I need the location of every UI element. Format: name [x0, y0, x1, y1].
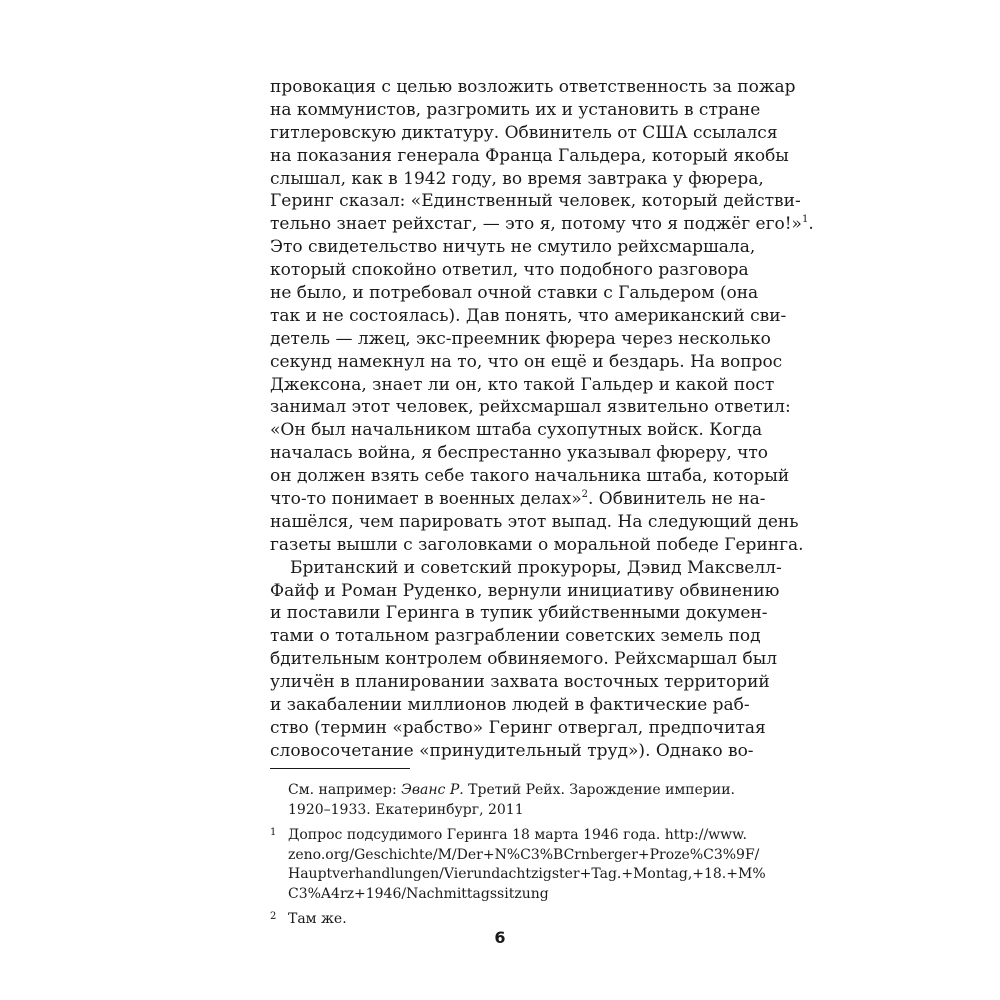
text-line: он должен взять себе такого начальника штаба, который — [270, 466, 790, 487]
text-line: бдительным контролем обвиняемого. Рейхсмаршал был — [270, 649, 778, 670]
footnote-author: Эванс Р. — [401, 782, 464, 798]
text-line: гитлеровскую диктатуру. Обвинитель от США ссылался — [270, 122, 778, 143]
text-line: слышал, как в 1942 году, во время завтрака у фюрера, — [270, 168, 764, 189]
text-line: и закабалении миллионов людей в фактические раб- — [270, 695, 750, 716]
text-line: занимал этот человек, рейхсмаршал язвительно ответил: — [270, 397, 791, 418]
text-line: нашёлся, чем парировать этот выпад. На следующий день — [270, 511, 799, 532]
text-fragment: что-то понимает в военных делах» — [270, 489, 582, 510]
footnote-intro — [270, 781, 740, 820]
text-line: не было, и потребовал очной ставки с Гальдером (она — [270, 283, 759, 304]
text-line: провокация с целью возложить ответственность за пожар — [270, 77, 796, 97]
text-line: тельно знает рейхстаг, — это я, потому что я поджёг его!»$^1$. — [270, 214, 814, 235]
text-line — [270, 488, 766, 511]
text-line: началась война, я беспрестанно указывал фюреру, что — [270, 443, 769, 464]
footnote-title: Третий Рейх. Зарождение империи. — [463, 782, 735, 798]
footnote-line: Там же. — [288, 911, 347, 927]
text-line: который спокойно ответил, что подобного разговора — [270, 260, 749, 281]
text-line: секунд намекнул на то, что он ещё и бездарь. На вопрос — [270, 351, 783, 372]
text-line: детель — лжец, экс-преемник фюрера через несколько — [270, 328, 771, 349]
footnotes — [270, 781, 766, 936]
text-line: газеты вышли с заголовками о моральной победе Геринга. — [270, 534, 804, 555]
footnote-marker: 2 — [270, 911, 277, 922]
footnote-2 — [270, 910, 740, 930]
footnote-1 — [270, 826, 766, 904]
text-line: Это свидетельство ничуть не смутило рейхсмаршала, — [270, 237, 756, 258]
text-line: Геринг сказал: «Единственный человек, который действи- — [270, 191, 801, 212]
text-line: Британский и советский прокуроры, Дэвид Максвелл- — [290, 557, 782, 578]
footnote-line: C3%A4rz+1946/Nachmittagssitzung — [288, 885, 549, 902]
footnote-line: zeno.org/Geschichte/M/Der+N%C3%BCrnberger+Proze%C3%9F/ — [288, 846, 760, 863]
footnote-divider — [270, 768, 410, 769]
text-line: на показания генерала Франца Гальдера, который якобы — [270, 145, 789, 166]
text-line: на коммунистов, разгромить их и установить в стране — [270, 99, 761, 120]
text-line: так и не состоялась). Дав понять, что американский сви- — [270, 305, 787, 326]
footnote-line: 1920–1933. Екатеринбург, 2011 — [288, 801, 524, 818]
text-line: «Он был начальником штаба сухопутных войск. Когда — [270, 420, 763, 441]
text-line: словосочетание «принудительный труд»). Однако во- — [270, 740, 754, 761]
text-line: ство (термин «рабство» Геринг отвергал, предпочитая — [270, 717, 766, 738]
text-line: уличён в планировании захвата восточных территорий — [270, 672, 770, 693]
footnote-line — [288, 781, 740, 801]
text-line: Файф и Роман Руденко, вернули инициативу обвинению — [270, 580, 780, 601]
text-fragment: . Обвинитель не на- — [587, 489, 766, 510]
text-line: тами о тотальном разграблении советских земель под — [270, 626, 761, 647]
text-line: Джексона, знает ли он, кто такой Гальдер и какой пост — [270, 374, 775, 395]
footnote-marker: 1 — [270, 827, 277, 838]
footnote-prefix: См. например: — [288, 782, 402, 798]
footnote-line: Hauptverhandlungen/Vierundachtzigster+Tag.+Montag,+18.+M% — [288, 866, 766, 882]
text-fragment: тельно знает рейхстаг, — это я, потому что я поджёг его!» — [270, 214, 802, 235]
text-line: и поставили Геринга в тупик убийственными докумен- — [270, 603, 768, 624]
page-number: 6 — [494, 928, 506, 947]
footnote-line: Допрос подсудимого Геринга 18 марта 1946 года. http://www. — [288, 827, 747, 843]
main-text — [270, 76, 814, 763]
footnote-reference: 2 — [581, 489, 588, 501]
footnote-reference: 1 — [801, 214, 809, 226]
